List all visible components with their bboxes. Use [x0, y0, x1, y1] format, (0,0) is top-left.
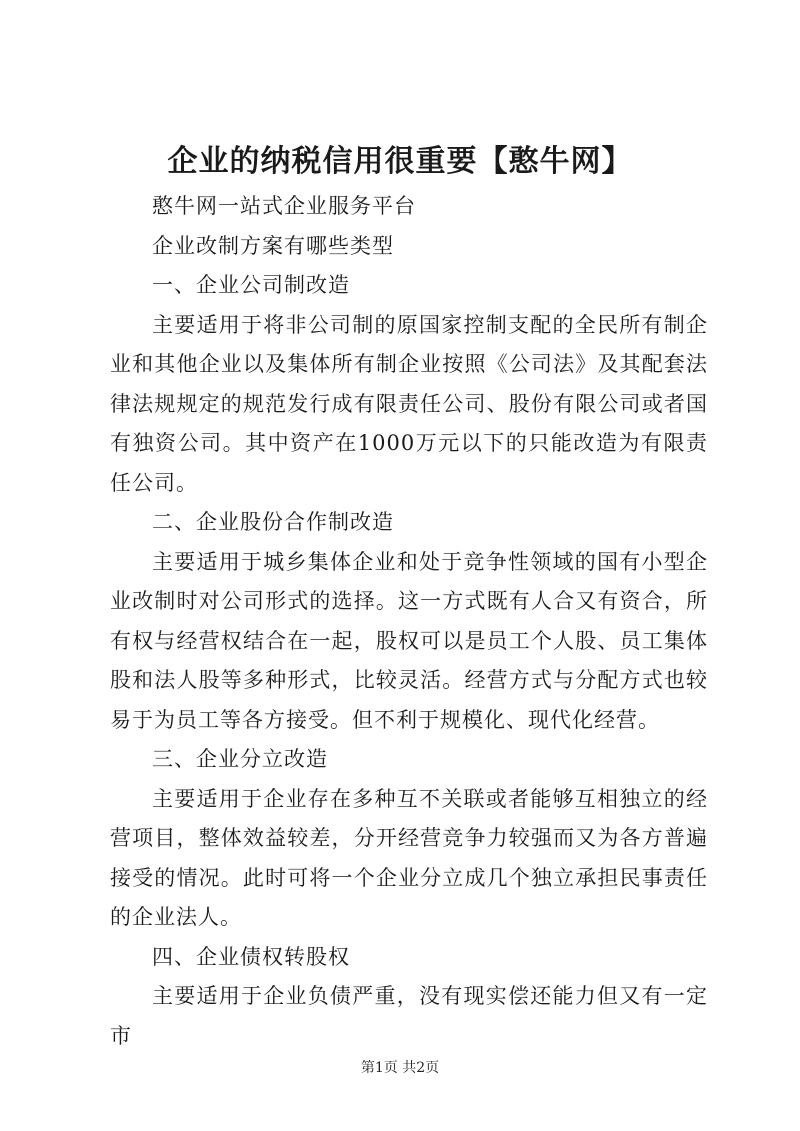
paragraph-question: 企业改制方案有哪些类型 [152, 233, 394, 258]
section-body-3: 主要适用于企业存在多种互不关联或者能够互相独立的经营项目，整体效益较差，分开经营竞争力较强而又为各方普遍接受的情况。此时可将一个企业分立成几个独立承担民事责任的企业法人。 [110, 786, 708, 929]
document-title: 企业的纳税信用很重要【憨牛网】 [167, 144, 633, 179]
document-body [110, 187, 708, 1056]
page-footer: 第1页 共2页 [360, 1060, 440, 1076]
section-heading-1: 一、企业公司制改造 [152, 273, 350, 297]
paragraph-platform: 憨牛网一站式企业服务平台 [152, 194, 416, 218]
section-body-4: 主要适用于企业负债严重，没有现实偿还能力但又有一定市 [110, 984, 708, 1048]
section-body-1: 主要适用于将非公司制的原国家控制支配的全民所有制企业和其他企业以及集体所有制企业按照《公司法》及其配套法律法规规定的规范发行成有限责任公司、股份有限公司或者国有独资公司。其中资产在1000万元以下的只能改造为有限责任公司。 [110, 312, 708, 495]
section-heading-4: 四、企业债权转股权 [152, 944, 350, 969]
section-heading-3: 三、企业分立改造 [152, 747, 328, 771]
section-body-2: 主要适用于城乡集体企业和处于竞争性领域的国有小型企业改制时对公司形式的选择。这一方式既有人合又有资合，所有权与经营权结合在一起，股权可以是员工个人股、员工集体股和法人股等多种形式，比较灵活。经营方式与分配方式也较易于为员工等各方接受。但不利于规模化、现代化经营。 [110, 549, 708, 732]
section-heading-2: 二、企业股份合作制改造 [152, 510, 394, 534]
